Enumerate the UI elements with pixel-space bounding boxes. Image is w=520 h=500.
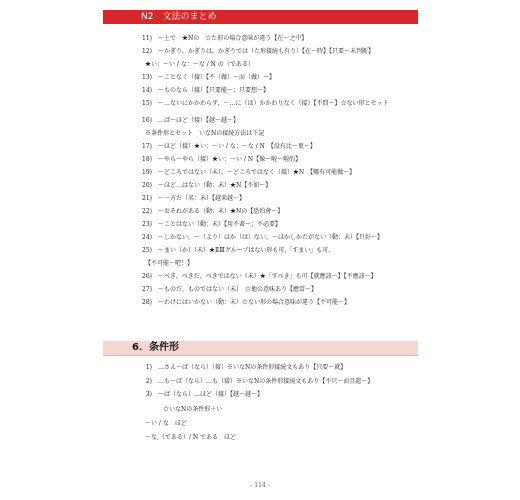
item-number: 22)	[142, 208, 152, 215]
item-text: ※条件形とセット いなNの接続方法は下記	[145, 130, 265, 137]
item-text: ～ことはない（動：未）【用不著～；不必要】	[158, 221, 282, 228]
item-number: 26)	[142, 273, 152, 280]
item-number: 13)	[142, 74, 152, 81]
item-text: ～ことなく（接）【不（做）～而（做）～】	[158, 74, 276, 81]
item-text: ～かぎり，かぎりは，かぎりでは（た形接続も有り）【在～時】【只要～未判断】	[158, 48, 375, 55]
item-number: 19)	[142, 169, 152, 176]
item-text: ～べき，べきだ，べきではない（未）★「すべき」も可【就應該～】【不應該～】	[158, 273, 377, 280]
item-text: ～一方だ（名：未）【越来越～】	[158, 195, 246, 202]
item-text: ～わけにはいかない（動：未）☆ない形の場合意味が違う【不可能～】	[158, 299, 351, 306]
item-text: ☆いなNの条件形＋い	[163, 406, 223, 413]
item-number: 18)	[142, 156, 152, 163]
item-text: ～ほど（接）★い：～い / な：～な / N 【没有比～更～】	[158, 143, 316, 150]
item-number: 15)	[142, 100, 152, 107]
section-title: 6．条件形	[132, 342, 179, 353]
item-text: ～ほど…はない（動：未）★N【不如～】	[158, 182, 272, 189]
item-text: ★い：～い / な：～な / N の（である）	[145, 61, 254, 68]
item-text: 【不可能～吧！】	[145, 260, 194, 267]
item-number: 23)	[142, 221, 152, 228]
item-number: 14)	[142, 87, 152, 94]
item-text: ～どころではない（未），～どころではなく（接）★N 【哪有可能做～】	[158, 169, 356, 176]
item-text: ～まい（か）（未）★ⅡⅢグループはない形も可,「すまい」も可。	[158, 247, 335, 254]
item-number: 2)	[145, 378, 152, 385]
item-text: ～おそれがある（動：未）★Nの【恐怕會～】	[158, 208, 284, 215]
item-number: 24)	[142, 234, 152, 241]
item-text: …さえ～ば（なら）（接）※いなNの条件形接続文もあり【只要～就】	[158, 364, 347, 371]
item-text: ～ば（なら）…ほど（接）【越～越～】	[158, 391, 264, 398]
item-text: …ば～ほど（接）【越～越～】	[158, 117, 240, 124]
item-number: 17)	[142, 143, 152, 150]
item-text: ～しかない，～（より）ほか（は）ない，～ほかしかたがない（動：未）【只好～】	[158, 234, 384, 241]
item-text: ～い / な ほど	[145, 420, 187, 427]
item-text: ～な,（である）/ N である ほど	[145, 434, 236, 441]
item-number: 12)	[142, 48, 152, 55]
item-number: 28)	[142, 299, 152, 306]
item-number: 3)	[145, 391, 152, 398]
item-text: ～ものだ，ものではない（未） ☆他の意味あり【應當～】	[158, 286, 318, 293]
item-number: 1)	[145, 364, 152, 371]
item-number: 11)	[142, 35, 152, 42]
item-text: ～やら～やら（接）★い：～い / N【像～啦～啦的】	[158, 156, 302, 163]
item-number: 20)	[142, 182, 152, 189]
item-number: 16)	[142, 117, 152, 124]
page-title: N2 文法のまとめ	[141, 12, 217, 22]
page-number: - 114 -	[250, 482, 270, 489]
item-number: 25)	[142, 247, 152, 254]
item-text: ～ものなら（接）【只要能～；只要想～】	[158, 87, 270, 94]
item-number: 27)	[142, 286, 152, 293]
item-text: ～上で ★Nの ☆た形の場合意味が違う【在～之中】	[158, 35, 308, 42]
item-text: ～…ないにかかわらず，～…に（は）かかわりなく（接）【不問～】☆ない形とセット	[158, 100, 389, 107]
item-text: …も～ば（なら）…も（接）※いなNの条件形接続文もあり【不只～而且還～】	[158, 378, 374, 385]
item-number: 21)	[142, 195, 152, 202]
